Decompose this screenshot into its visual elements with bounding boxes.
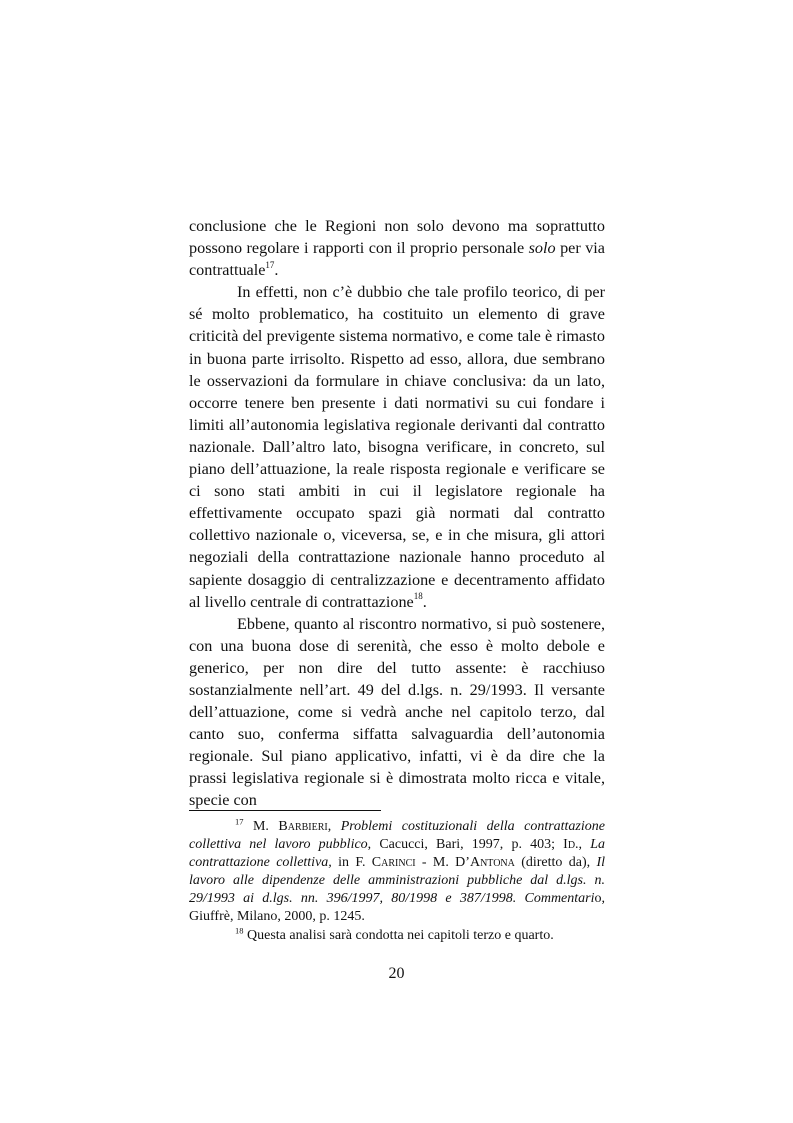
paragraph-1-text-c: .	[274, 261, 279, 280]
main-text	[189, 215, 605, 812]
footnote-18	[189, 924, 605, 945]
paragraph-1-emphasis: solo	[528, 239, 556, 258]
footnote-17	[189, 818, 605, 927]
fn17-id-after: .,	[575, 837, 591, 853]
footnote-18-mark: 18	[235, 924, 244, 935]
fn17-in-text: in F. C	[331, 855, 382, 871]
body-text	[189, 215, 605, 812]
paragraph-1	[189, 215, 605, 281]
fn17-pub3: , Giuffrè, Milano, 2000, p. 1245.	[189, 891, 605, 925]
paragraph-2	[189, 281, 605, 612]
fn17-id: d	[567, 837, 576, 853]
footnote-ref-18[interactable]: 18	[413, 591, 423, 602]
paragraph-2-text-end: .	[422, 592, 427, 611]
fn17-title3-tail: o	[594, 891, 602, 907]
fn17-sep: ,	[327, 819, 341, 834]
footnote-18-text: Questa analisi sarà condotta nei capitoli terzo e quarto.	[243, 927, 554, 943]
fn17-pub1: , Cacucci, Bari, 1997, p. 403; I	[367, 837, 568, 853]
fn17-author-sep: - M. D’A	[415, 855, 481, 871]
fn17-editor: (diretto da),	[514, 855, 597, 871]
footnote-ref-17[interactable]: 17	[265, 259, 275, 270]
fn17-author2-name: arinci	[381, 855, 416, 871]
page-number: 20	[388, 965, 405, 982]
fn17-title2: La contrattazione collettiva,	[189, 837, 605, 871]
fn17-title1: Problemi costituzionali della contrattazione collettiva nel lavoro pubblico	[189, 819, 605, 853]
fn17-title3: Il lavoro alle dipendenze delle amministrazioni pubbliche dal d.lgs. n. 29/1993 ai d.lgs. nn. 396/1997, 80/1998 e 387/1998. Commentari	[189, 855, 605, 907]
fn17-author1-name: arbieri	[287, 819, 328, 834]
fn17-author1-initial: M. B	[243, 819, 288, 834]
paragraph-1-text-b: per via contrattuale	[189, 239, 605, 280]
footnote-17-mark: 17	[235, 816, 244, 827]
footnote-separator	[189, 810, 381, 811]
paragraph-3: Ebbene, quanto al riscontro normativo, si può sostenere, con una buona dose di serenità, che esso è molto debole e generico, per non dire del tutto assente: è racchiuso sostanzialmente nell’art. 49 del d.lgs. n. 29/1993. Il versante dell’attuazione, come si vedrà anche nel capitolo terzo, dal canto suo, conferma siffatta salvaguardia dell’autonomia regionale. Sul piano applicativo, infatti, vi è da dire che la prassi legislativa regionale si è dimostrata molto ricca e vitale, specie con	[189, 614, 605, 810]
paragraph-1-text-a: conclusione che le Regioni non solo devono ma soprattutto possono regolare i rapporti con il proprio personale	[189, 217, 605, 258]
footnotes	[189, 818, 605, 945]
paragraph-2-text: In effetti, non c’è dubbio che tale profilo teorico, di per sé molto problematico, ha costituito un elemento di grave criticità del previgente sistema normativo, e come tale è rimasto in buona parte irrisolto. Rispetto ad esso, allora, due sembrano le osservazioni da formulare in chiave conclusiva: da un lato, occorre tenere ben presente i dati normativi su cui fondare i limiti all’autonomia legislativa regionale derivanti dal contratto nazionale. Dall’altro lato, bisogna verificare, in concreto, sul piano dell’attuazione, la reale risposta regionale e verificare se ci sono stati ambiti in cui il legislatore regionale ha effettivamente occupato spazi già normati dal contratto collettivo nazionale o, viceversa, se, e in che misura, gli attori negoziali della contrattazione nazionale hanno proceduto al sapiente dosaggio di centralizzazione e decentramento affidato al livello centrale di contrattazione	[189, 283, 605, 611]
fn17-author3-name: ntona	[480, 855, 515, 871]
